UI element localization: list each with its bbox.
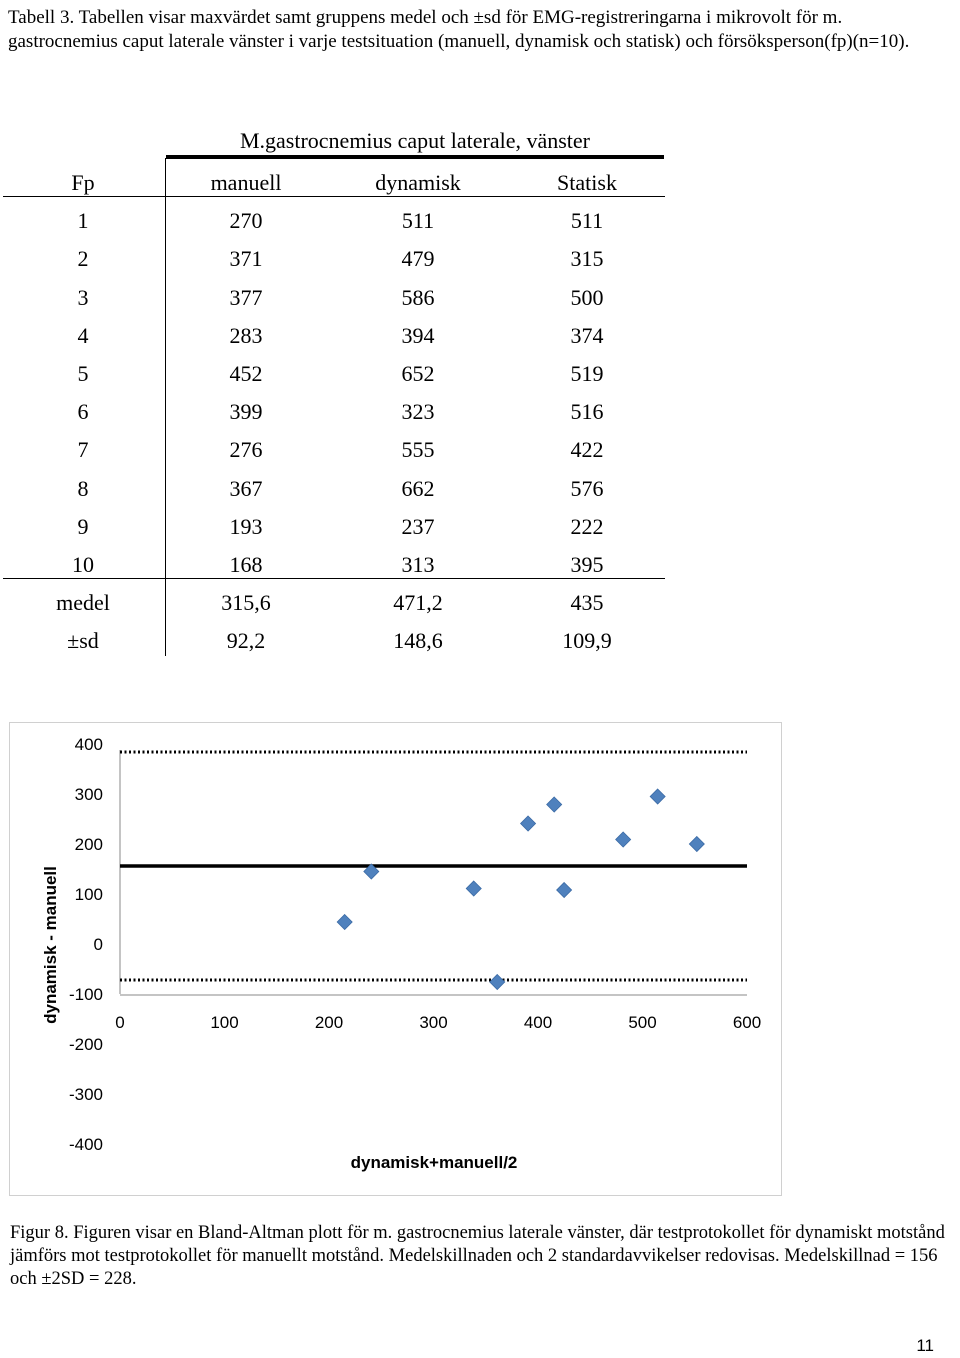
x-tick-label: 400	[523, 1013, 553, 1032]
x-axis-title: dynamisk+manuell/2	[350, 1153, 518, 1172]
x-tick-label: 200	[314, 1013, 344, 1032]
table-cell: 148,6	[393, 628, 443, 654]
x-tick-label: 0	[115, 1013, 125, 1032]
data-point	[650, 789, 665, 804]
x-tick-label: 600	[732, 1013, 762, 1032]
emg-table	[0, 120, 960, 660]
table-cell: 5	[77, 361, 89, 386]
table-cell: 394	[401, 322, 435, 348]
data-point	[337, 915, 352, 930]
table-cell: 92,2	[226, 628, 266, 654]
table-cell: 371	[229, 246, 263, 272]
table-cell: Fp	[71, 170, 95, 195]
table-cell: 652	[401, 361, 435, 386]
table-cell: 6	[77, 399, 89, 425]
data-point	[616, 832, 631, 847]
x-tick-label: 100	[210, 1013, 239, 1032]
table-row	[0, 354, 664, 392]
table-cell: 377	[229, 284, 263, 310]
table-cell: 4	[77, 322, 89, 348]
x-tick-label: 500	[628, 1013, 657, 1032]
table-cell: 10	[72, 552, 94, 577]
table-cell: 270	[229, 208, 263, 234]
table-cell: 313	[401, 552, 435, 577]
table-cell: 222	[570, 513, 604, 539]
table-row	[0, 316, 664, 354]
header-rule	[3, 196, 665, 197]
table-row	[0, 239, 664, 277]
table-cell: 283	[229, 322, 263, 348]
table-cell: 586	[401, 284, 435, 310]
data-point	[547, 797, 562, 812]
y-axis-title: dynamisk - manuell	[41, 866, 60, 1024]
table-cell: 519	[570, 361, 604, 386]
data-point	[689, 837, 704, 852]
table-cell: 315,6	[221, 590, 271, 616]
table-cell: 422	[570, 437, 604, 463]
table-summary-row	[0, 621, 664, 659]
table-cell: 511	[570, 208, 604, 234]
table-cell: medel	[56, 590, 110, 616]
data-point	[557, 883, 572, 898]
table-row	[0, 201, 664, 239]
table-row	[0, 469, 664, 507]
table-row	[0, 278, 664, 316]
x-tick-label: 300	[419, 1013, 448, 1032]
summary-rule	[3, 578, 665, 579]
table-cell: 276	[229, 437, 263, 463]
table-cell: 576	[570, 475, 604, 501]
page-number: 11	[916, 1336, 934, 1355]
y-tick-label: 300	[74, 785, 103, 804]
chart-svg	[10, 723, 781, 1195]
table-cell: 109,9	[562, 628, 612, 654]
table-cell: 323	[401, 399, 435, 425]
table-cell: 7	[77, 437, 89, 463]
table-cell: 395	[570, 552, 604, 577]
table-cell: 8	[77, 475, 89, 501]
y-tick-label: -100	[68, 985, 103, 1004]
table-top-rule	[166, 155, 664, 159]
y-tick-label: 0	[93, 935, 103, 954]
table-row	[0, 392, 664, 430]
table-cell: 500	[570, 284, 604, 310]
table-cell: 511	[401, 208, 435, 234]
table-row	[0, 507, 664, 545]
table-cell: 516	[570, 399, 604, 425]
y-tick-label: -200	[68, 1035, 103, 1054]
table-cell: 3	[77, 284, 89, 310]
table-cell: 193	[229, 513, 263, 539]
bland-altman-chart	[9, 722, 782, 1196]
data-point	[466, 881, 481, 896]
table-summary-row	[0, 583, 664, 621]
y-tick-label: 400	[74, 735, 103, 754]
table-cell: 399	[229, 399, 263, 425]
table-cell: 237	[401, 513, 435, 539]
table-cell: 9	[77, 513, 89, 539]
y-tick-label: -300	[68, 1085, 103, 1104]
table-cell: 555	[401, 437, 435, 463]
table-row	[0, 430, 664, 468]
table-cell: 452	[229, 361, 263, 386]
data-point	[521, 816, 536, 831]
table-cell: 374	[570, 322, 604, 348]
table-cell: 2	[77, 246, 89, 272]
table-cell: 1	[77, 208, 89, 234]
table-cell: dynamisk	[375, 170, 461, 195]
data-point	[490, 975, 505, 990]
table-cell: 315	[570, 246, 604, 272]
figure-caption: Figur 8. Figuren visar en Bland-Altman plott för m. gastrocnemius laterale vänster, där testprotokollet för dynamiskt motstånd jämförs mot testprotokollet för manuellt motstånd. Medelskillnaden och 2 standardavvikelser redovisas. Medelskillnad = 156 och ±2SD = 228.	[10, 1223, 945, 1289]
table-cell: 471,2	[393, 590, 443, 616]
table-cell: 435	[570, 590, 604, 616]
table-caption: Tabell 3. Tabellen visar maxvärdet samt gruppens medel och ±sd för EMG-registreringarna i mikrovolt för m. gastrocnemius caput laterale vänster i varje testsituation (manuell, dynamisk och statisk) och försöksperson(fp)(n=10).	[8, 7, 910, 52]
y-tick-label: 100	[74, 885, 103, 904]
y-tick-label: -400	[68, 1135, 103, 1154]
table-cell: 367	[229, 475, 263, 501]
table-cell: manuell	[210, 170, 282, 195]
table-cell: 168	[229, 552, 263, 577]
table-cell: 479	[401, 246, 435, 272]
table-cell: 662	[401, 475, 435, 501]
table-cell: ±sd	[67, 628, 99, 654]
table-cell: Statisk	[557, 170, 617, 195]
y-tick-label: 200	[74, 835, 103, 854]
table-title: M.gastrocnemius caput laterale, vänster	[239, 128, 591, 153]
